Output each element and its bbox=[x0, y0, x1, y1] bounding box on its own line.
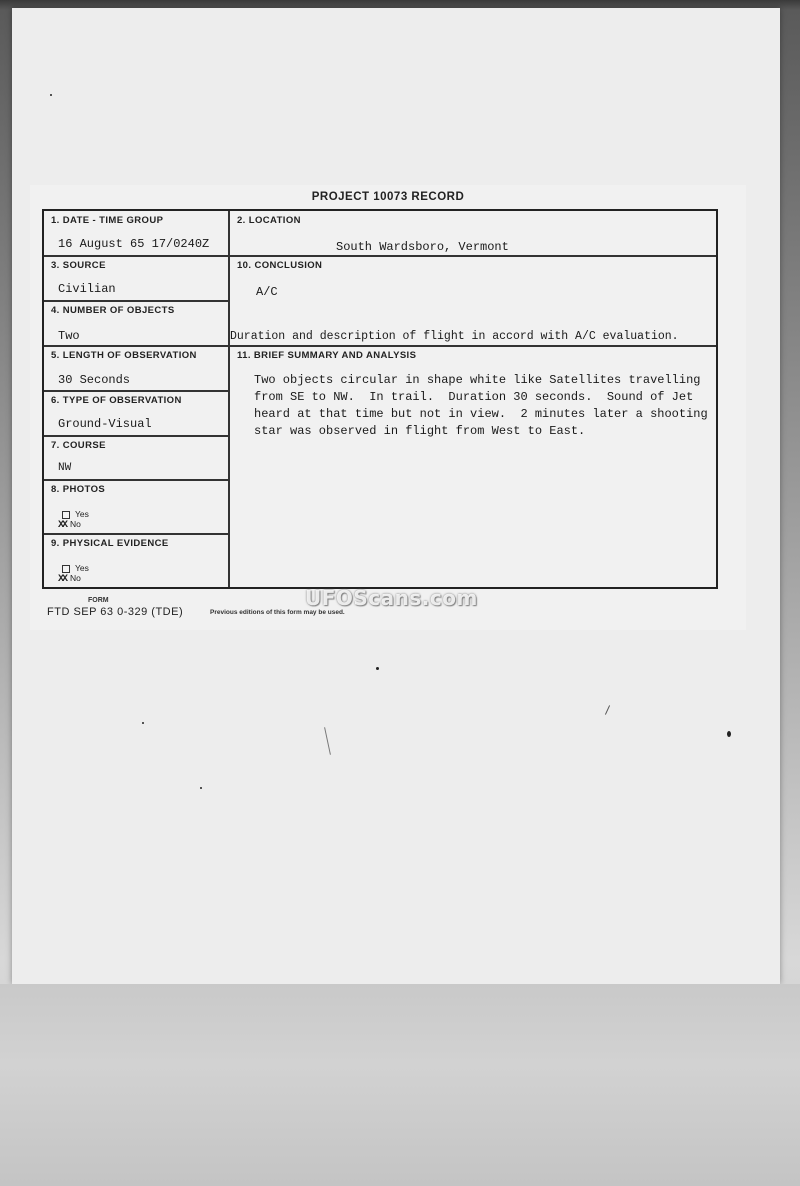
physical-evidence-no-label: No bbox=[70, 573, 81, 583]
number-of-objects-label: 4. NUMBER OF OBJECTS bbox=[51, 305, 175, 316]
lower-sheet bbox=[0, 984, 800, 1186]
type-of-observation-cell bbox=[44, 391, 228, 435]
type-of-observation-value: Ground-Visual bbox=[58, 417, 152, 431]
source-cell bbox=[44, 256, 228, 300]
location-cell bbox=[230, 211, 716, 255]
footer-form-word: FORM bbox=[88, 597, 109, 604]
conclusion-value: A/C bbox=[256, 285, 278, 299]
conclusion-label: 10. CONCLUSION bbox=[237, 260, 323, 271]
type-of-observation-label: 6. TYPE OF OBSERVATION bbox=[51, 395, 182, 406]
photos-no-label: No bbox=[70, 519, 81, 529]
photos-yes-option bbox=[62, 509, 89, 519]
length-of-observation-label: 5. LENGTH OF OBSERVATION bbox=[51, 350, 197, 361]
photos-yes-checkbox bbox=[62, 511, 70, 519]
physical-evidence-cell bbox=[44, 534, 228, 587]
date-time-value: 16 August 65 17/0240Z bbox=[58, 237, 210, 251]
physical-evidence-no-option bbox=[58, 573, 81, 585]
location-label: 2. LOCATION bbox=[237, 215, 301, 226]
conclusion-note: Duration and description of flight in accord with A/C evaluation. bbox=[230, 330, 679, 343]
summary-text: Two objects circular in shape white like Satellites travelling from SE to NW. In trail. Duration 30 seconds. Sound of Jet heard at that time but not in view. 2 minutes later a shooting star was observed in flight from West to East. bbox=[254, 373, 708, 438]
length-of-observation-cell bbox=[44, 346, 228, 390]
dust-speck bbox=[50, 94, 52, 96]
footer-form-code: FTD SEP 63 0-329 (TDE) bbox=[47, 606, 184, 618]
dust-speck bbox=[376, 667, 379, 670]
physical-evidence-label: 9. PHYSICAL EVIDENCE bbox=[51, 538, 169, 549]
photos-no-option bbox=[58, 519, 81, 531]
number-of-objects-cell bbox=[44, 301, 228, 345]
course-cell bbox=[44, 436, 228, 479]
watermark: UFOScans.com bbox=[305, 586, 478, 610]
dust-speck bbox=[142, 722, 144, 724]
dust-speck bbox=[200, 787, 202, 789]
photos-label: 8. PHOTOS bbox=[51, 484, 106, 495]
source-label: 3. SOURCE bbox=[51, 260, 106, 271]
length-of-observation-value: 30 Seconds bbox=[58, 373, 131, 387]
physical-evidence-yes-option bbox=[62, 563, 89, 573]
photos-no-mark: XX bbox=[58, 520, 67, 531]
conclusion-cell bbox=[230, 256, 716, 345]
photos-yes-label: Yes bbox=[75, 509, 89, 519]
photos-cell bbox=[44, 480, 228, 533]
dust-speck bbox=[727, 731, 731, 737]
source-value: Civilian bbox=[58, 282, 116, 296]
footer-previous-editions: Previous editions of this form may be used. bbox=[210, 609, 345, 616]
physical-evidence-yes-label: Yes bbox=[75, 563, 89, 573]
form-title: PROJECT 10073 RECORD bbox=[311, 191, 465, 203]
physical-evidence-yes-checkbox bbox=[62, 565, 70, 573]
physical-evidence-no-mark: XX bbox=[58, 574, 67, 585]
date-time-cell bbox=[44, 211, 228, 255]
summary-label: 11. BRIEF SUMMARY AND ANALYSIS bbox=[237, 350, 417, 361]
number-of-objects-value: Two bbox=[58, 329, 80, 343]
course-label: 7. COURSE bbox=[51, 440, 106, 451]
location-value: South Wardsboro, Vermont bbox=[336, 240, 509, 254]
date-time-label: 1. DATE - TIME GROUP bbox=[51, 215, 164, 226]
course-value: NW bbox=[58, 462, 72, 474]
record-form bbox=[42, 209, 718, 589]
